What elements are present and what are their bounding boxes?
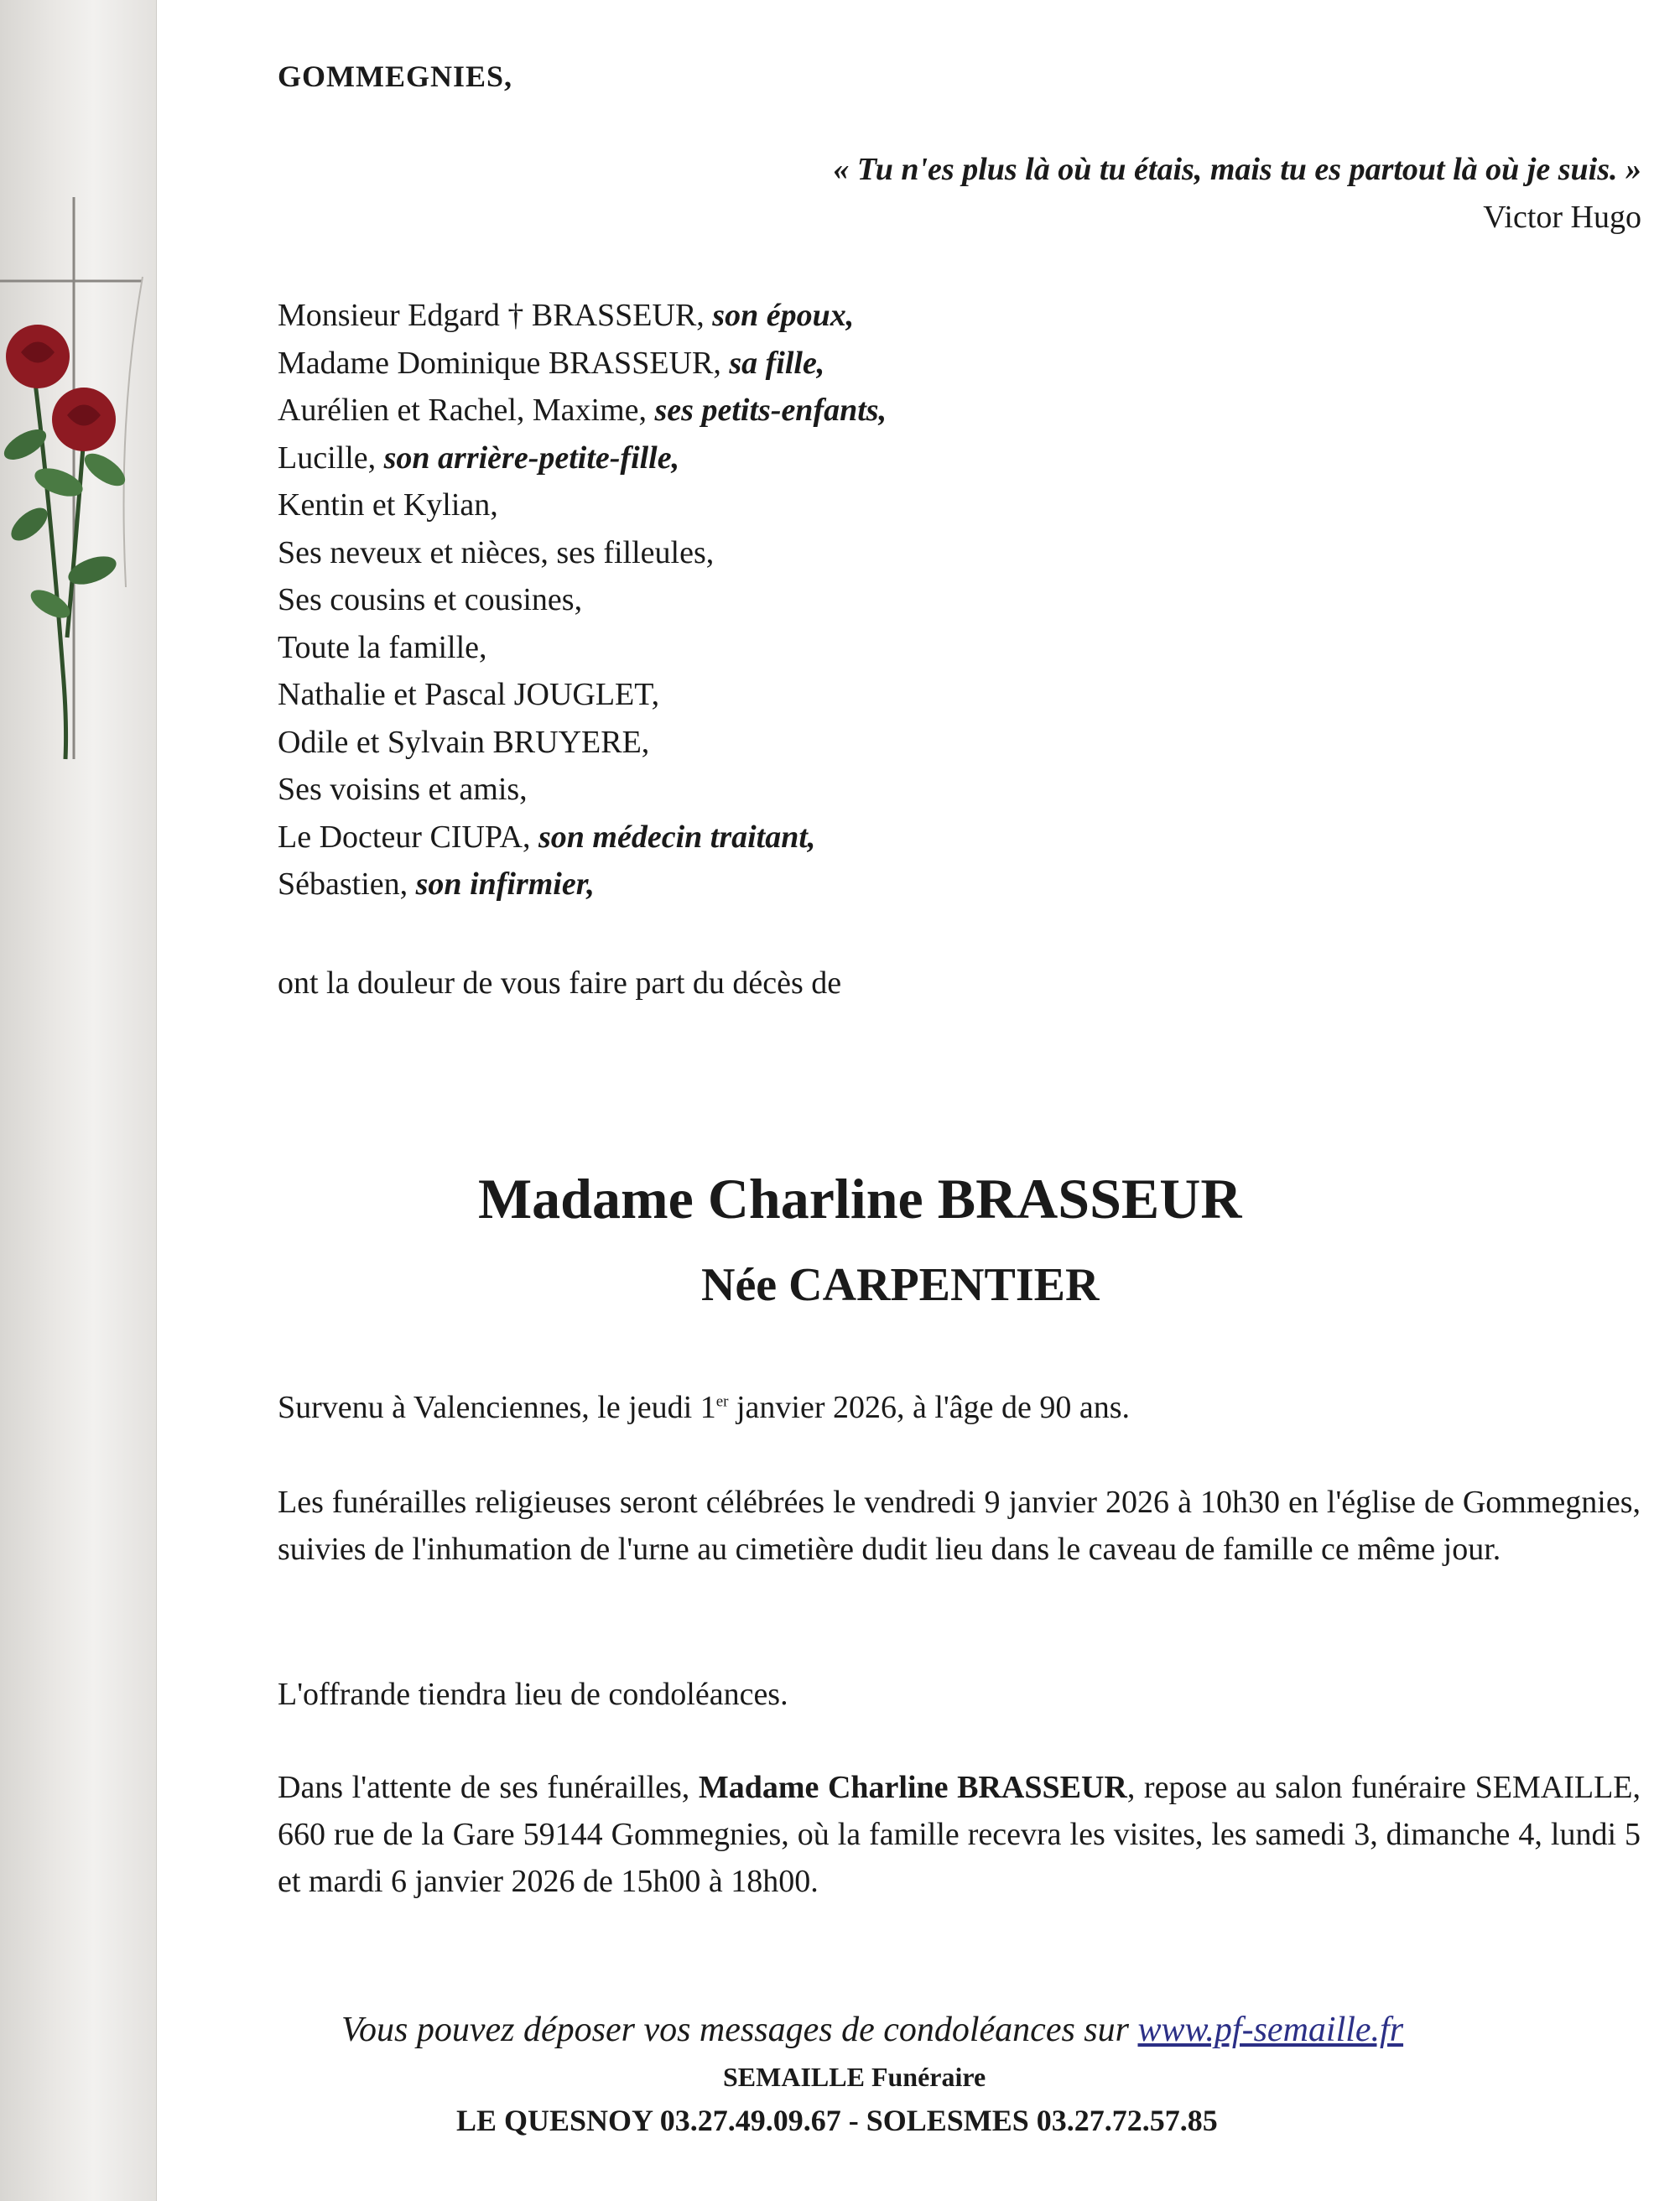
funeral-details: Les funérailles religieuses seront célébrées le vendredi 9 janvier 2026 à 10h30 en l'église de Gommegnies, suivies de l'inhumation de l'urne au cimetière dudit lieu dans le caveau de famille ce même jour. [278,1485,1641,1567]
family-line: Ses neveux et nièces, ses filleules, [278,534,715,570]
death-details: Survenu à Valenciennes, le jeudi 1er janvier 2026, à l'âge de 90 ans. [278,1390,1131,1425]
family-line: Toute la famille, [278,629,487,665]
family-line: Le Docteur CIUPA, son médecin traitant, [278,819,816,855]
family-line: Nathalie et Pascal JOUGLET, [278,677,660,712]
decorative-side-panel [0,0,157,2201]
rose-illustration [0,0,156,839]
family-line: Madame Dominique BRASSEUR, sa fille, [278,345,825,381]
family-line: Monsieur Edgard † BRASSEUR, son époux, [278,298,855,333]
website-link[interactable]: www.pf-semaille.fr [1137,2011,1404,2049]
family-line: Ses voisins et amis, [278,772,528,807]
family-list [278,292,887,908]
family-line: Kentin et Kylian, [278,487,498,523]
family-line: Ses cousins et cousines, [278,582,583,617]
condolences-line: Vous pouvez déposer vos messages de condoléances sur www.pf-semaille.fr [341,2011,1404,2049]
phone-numbers: LE QUESNOY 03.27.49.09.67 - SOLESMES 03.27.72.57.85 [456,2104,1218,2137]
deceased-name: Madame Charline BRASSEUR [478,1167,1242,1231]
visitation-details: Dans l'attente de ses funérailles, Madame Charline BRASSEUR, repose au salon funéraire SEMAILLE, 660 rue de la Gare 59144 Gommegnies, où la famille recevra les visites, les samedi 3, dimanche 4, lundi 5 et mardi 6 janvier 2026 de 15h00 à 18h00. [278,1770,1641,1899]
quote-author: Victor Hugo [1483,200,1641,235]
city-heading: GOMMEGNIES, [278,60,513,93]
family-line: Lucille, son arrière-petite-fille, [278,440,680,476]
family-line: Aurélien et Rachel, Maxime, ses petits-enfants, [278,393,887,428]
family-line: Odile et Sylvain BRUYERE, [278,724,650,760]
maiden-name: Née CARPENTIER [701,1259,1100,1311]
company-name: SEMAILLE Funéraire [723,2062,986,2092]
family-line: Sébastien, son infirmier, [278,866,595,902]
offering-note: L'offrande tiendra lieu de condoléances. [278,1677,788,1712]
announcement-intro: ont la douleur de vous faire part du décès de [278,965,842,1001]
epigraph-quote: « Tu n'es plus là où tu étais, mais tu es partout là où je suis. » [833,152,1641,187]
